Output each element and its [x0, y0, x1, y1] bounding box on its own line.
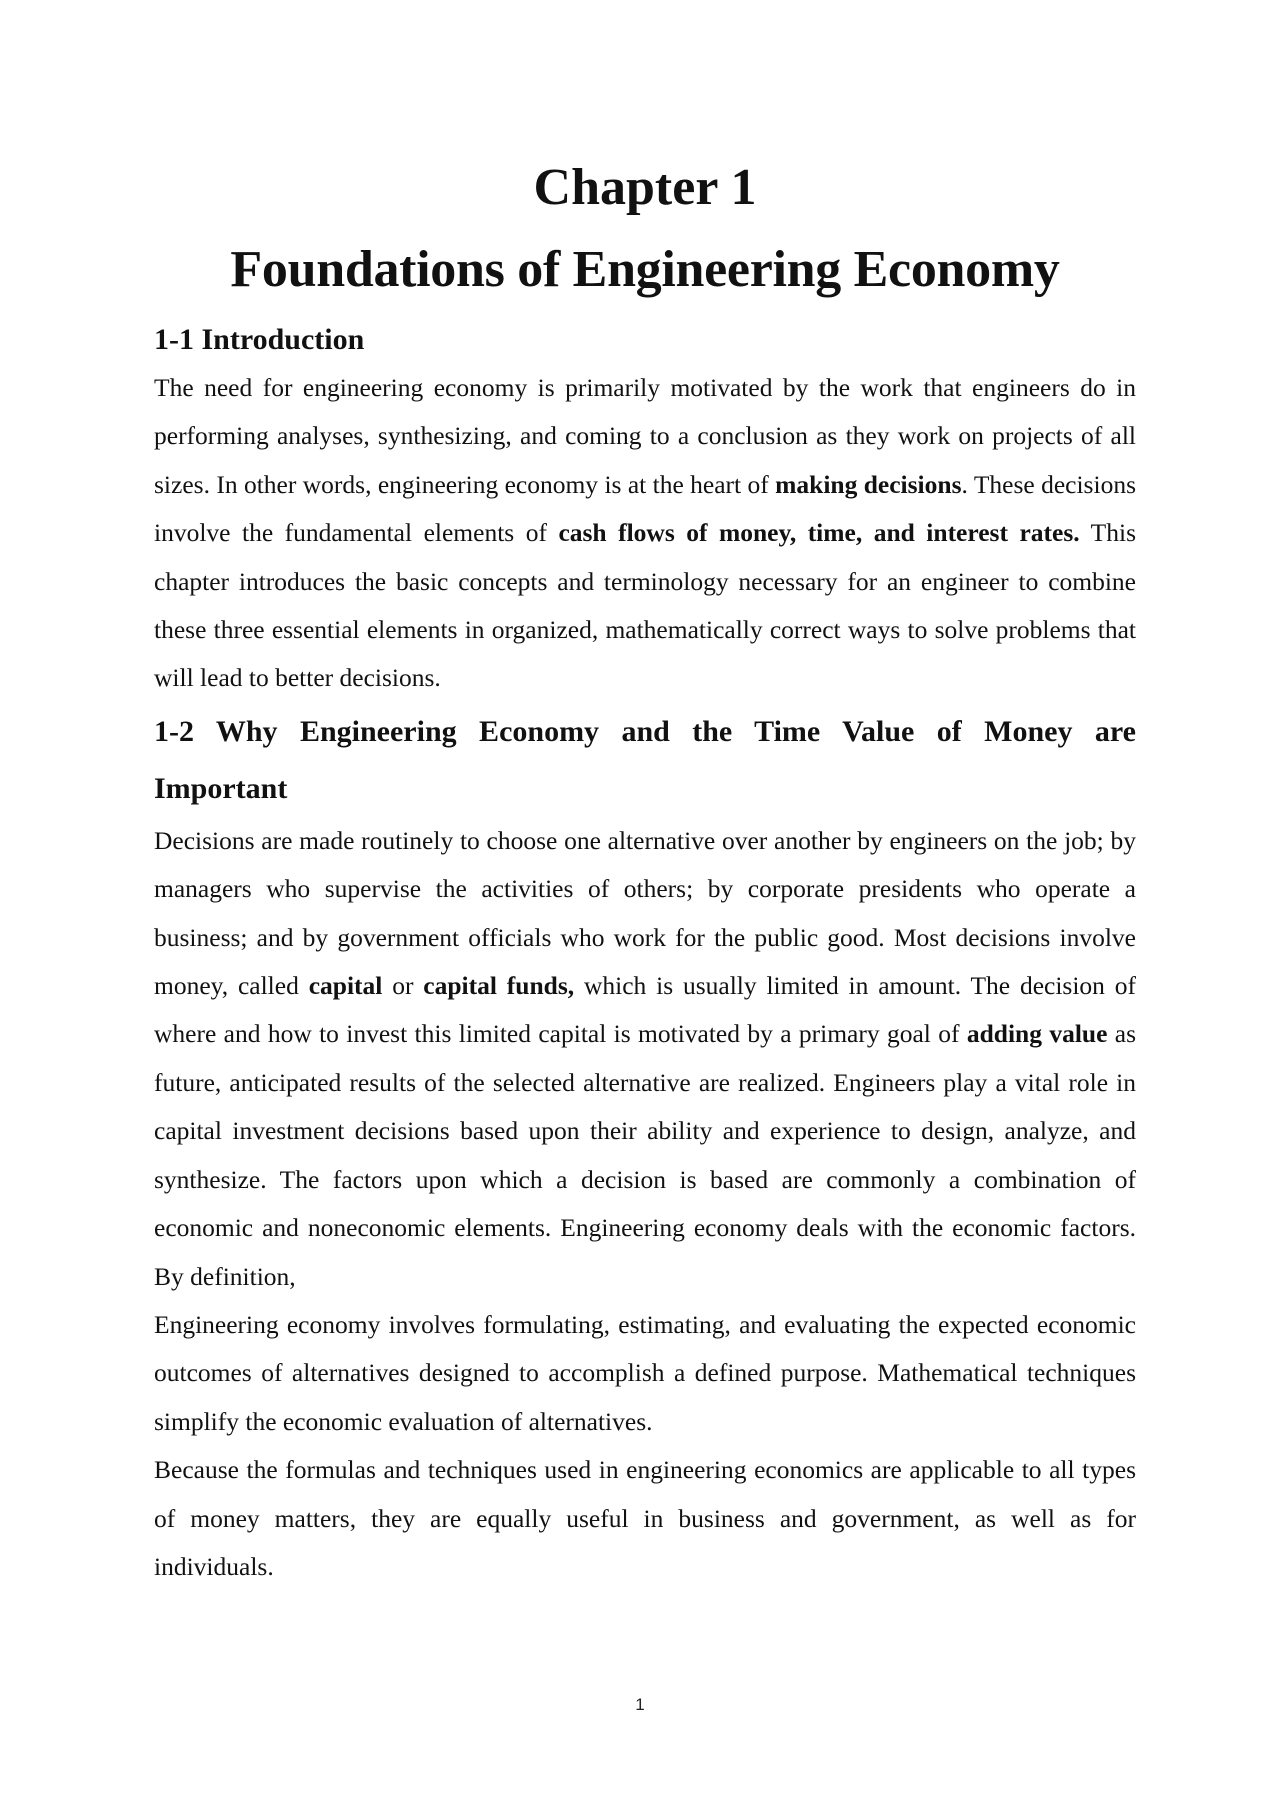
importance-paragraph	[154, 817, 1136, 1301]
chapter-title: Chapter 1	[533, 159, 757, 216]
document-page	[154, 150, 1136, 1591]
section-heading-importance: 1-2 Why Engineering Economy and the Time Value of Money are Important	[154, 714, 1136, 805]
text-run: The need for engineering economy is primarily motivated by the work that engineers do in performing analyses, synthesizing, and coming to a conclusion as they work on projects of all sizes. In other words, engineering economy is at the heart of	[154, 373, 1136, 499]
section-heading-introduction: 1-1 Introduction	[154, 323, 365, 356]
definition-paragraph: Engineering economy involves formulating, estimating, and evaluating the expected economic outcomes of alternatives designed to accomplish a defined purpose. Mathematical techniques simplify the economic evaluation of alternatives.	[154, 1309, 1136, 1436]
bold-term: capital	[308, 971, 383, 1001]
text-run: or	[382, 971, 424, 1001]
page-number: 1	[635, 1695, 645, 1714]
chapter-subtitle: Foundations of Engineering Economy	[230, 241, 1060, 298]
text-run: Decisions are made routinely to choose one alternative over another by engineers on the job; by managers who supervise the activities of others; by corporate presidents who operate a business; and by government officials who work for the public good. Most decisions involve money, called	[154, 825, 1136, 1001]
bold-term: capital funds,	[423, 971, 575, 1001]
text-run: which is usually limited in amount. The decision of where and how to invest this limited capital is motivated by a primary goal of	[154, 971, 1136, 1049]
applicability-paragraph: Because the formulas and techniques used in engineering economics are applicable to all types of money matters, they are equally useful in business and government, as well as for individuals.	[154, 1455, 1136, 1581]
bold-term: cash flows of money, time, and interest rates.	[558, 518, 1080, 548]
introduction-paragraph	[154, 364, 1136, 703]
text-run: . These decisions involve the fundamental elements of	[154, 469, 1136, 548]
text-run: as future, anticipated results of the selected alternative are realized. Engineers play a vital role in capital investment decisions based upon their ability and experience to design, analyze, and synthesize. The factors upon which a decision is based are commonly a combination of economic and noneconomic elements. Engineering economy deals with the economic factors. By definition,	[154, 1019, 1137, 1291]
text-run: This chapter introduces the basic concepts and terminology necessary for an engineer to combine these three essential elements in organized, mathematically correct ways to solve problems that will lead to better decisions.	[154, 518, 1137, 693]
bold-term: adding value	[966, 1019, 1108, 1049]
bold-term: making decisions	[775, 469, 962, 499]
